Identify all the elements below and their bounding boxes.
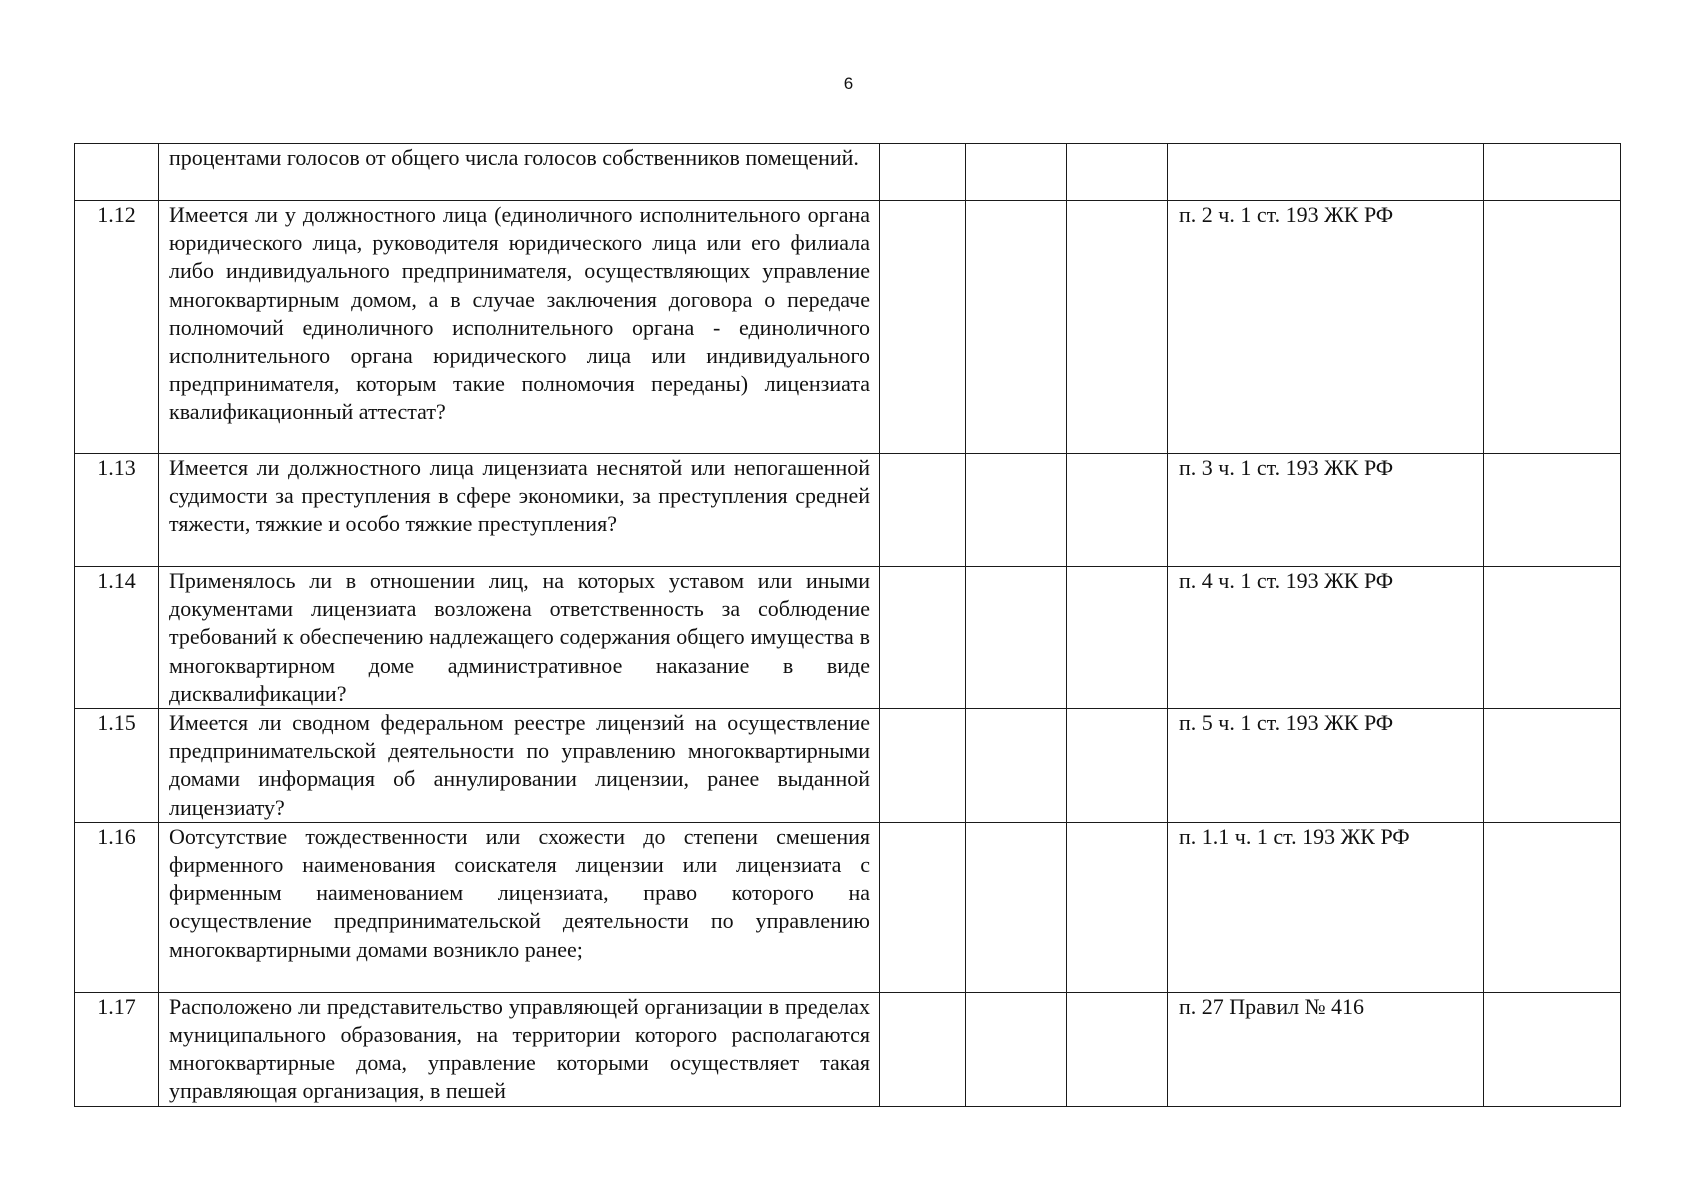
legal-reference: п. 1.1 ч. 1 ст. 193 ЖК РФ: [1168, 822, 1484, 992]
answer-yes-cell: [880, 144, 966, 201]
answer-na-cell: [1067, 709, 1168, 823]
notes-cell: [1484, 992, 1621, 1106]
answer-no-cell: [966, 201, 1067, 454]
notes-cell: [1484, 709, 1621, 823]
row-number: [75, 144, 159, 201]
requirement-text: процентами голосов от общего числа голосов собственников помещений.: [159, 144, 880, 201]
requirement-text: Имеется ли у должностного лица (единоличного исполнительного органа юридического лица, руководителя юридического лица или его филиала либо индивидуального предпринимателя, осуществляющих управление многоквартирным домом, а в случае заключения договора о передаче полномочий единоличного исполнительного органа - единоличного исполнительного органа юридического лица или индивидуального предпринимателя, которым такие полномочия переданы) лицензиата квалификационный аттестат?: [159, 201, 880, 454]
answer-no-cell: [966, 709, 1067, 823]
notes-cell: [1484, 144, 1621, 201]
table-row: [75, 709, 1621, 823]
answer-no-cell: [966, 992, 1067, 1106]
answer-na-cell: [1067, 201, 1168, 454]
row-number: 1.17: [75, 992, 159, 1106]
legal-reference: п. 2 ч. 1 ст. 193 ЖК РФ: [1168, 201, 1484, 454]
answer-no-cell: [966, 567, 1067, 709]
answer-yes-cell: [880, 822, 966, 992]
notes-cell: [1484, 822, 1621, 992]
legal-reference: п. 3 ч. 1 ст. 193 ЖК РФ: [1168, 454, 1484, 567]
table-row: [75, 822, 1621, 992]
row-number: 1.16: [75, 822, 159, 992]
table-row: [75, 144, 1621, 201]
table-row: [75, 201, 1621, 454]
page-number: 6: [843, 74, 854, 93]
answer-yes-cell: [880, 992, 966, 1106]
answer-no-cell: [966, 822, 1067, 992]
notes-cell: [1484, 567, 1621, 709]
answer-yes-cell: [880, 201, 966, 454]
legal-reference: п. 27 Правил № 416: [1168, 992, 1484, 1106]
row-number: 1.13: [75, 454, 159, 567]
row-number: 1.12: [75, 201, 159, 454]
answer-na-cell: [1067, 454, 1168, 567]
requirement-text: Имеется ли сводном федеральном реестре лицензий на осуществление предпринимательской деятельности по управлению многоквартирными домами информация об аннулировании лицензии, ранее выданной лицензиату?: [159, 709, 880, 823]
requirement-text: Имеется ли должностного лица лицензиата неснятой или непогашенной судимости за преступления в сфере экономики, за преступления средней тяжести, тяжкие и особо тяжкие преступления?: [159, 454, 880, 567]
answer-no-cell: [966, 454, 1067, 567]
requirement-text: Оотсутствие тождественности или схожести до степени смешения фирменного наименования соискателя лицензии или лицензиата с фирменным наименованием лицензиата, право которого на осуществление предпринимательской деятельности по управлению многоквартирными домами возникло ранее;: [159, 822, 880, 992]
answer-na-cell: [1067, 144, 1168, 201]
answer-yes-cell: [880, 567, 966, 709]
answer-no-cell: [966, 144, 1067, 201]
table-row: [75, 454, 1621, 567]
checklist-table: [74, 143, 1621, 1107]
legal-reference: п. 5 ч. 1 ст. 193 ЖК РФ: [1168, 709, 1484, 823]
answer-yes-cell: [880, 709, 966, 823]
row-number: 1.14: [75, 567, 159, 709]
notes-cell: [1484, 201, 1621, 454]
table-row: [75, 567, 1621, 709]
requirement-text: Расположено ли представительство управляющей организации в пределах муниципального образования, на территории которого располагаются многоквартирные дома, управление которыми осуществляет такая управляющая организация, в пешей: [159, 992, 880, 1106]
requirement-text: Применялось ли в отношении лиц, на которых уставом или иными документами лицензиата возложена ответственность за соблюдение требований к обеспечению надлежащего содержания общего имущества в многоквартирном доме административное наказание в виде дисквалификации?: [159, 567, 880, 709]
row-number: 1.15: [75, 709, 159, 823]
table-row: [75, 992, 1621, 1106]
answer-na-cell: [1067, 822, 1168, 992]
legal-reference: [1168, 144, 1484, 201]
answer-na-cell: [1067, 567, 1168, 709]
answer-na-cell: [1067, 992, 1168, 1106]
legal-reference: п. 4 ч. 1 ст. 193 ЖК РФ: [1168, 567, 1484, 709]
answer-yes-cell: [880, 454, 966, 567]
notes-cell: [1484, 454, 1621, 567]
